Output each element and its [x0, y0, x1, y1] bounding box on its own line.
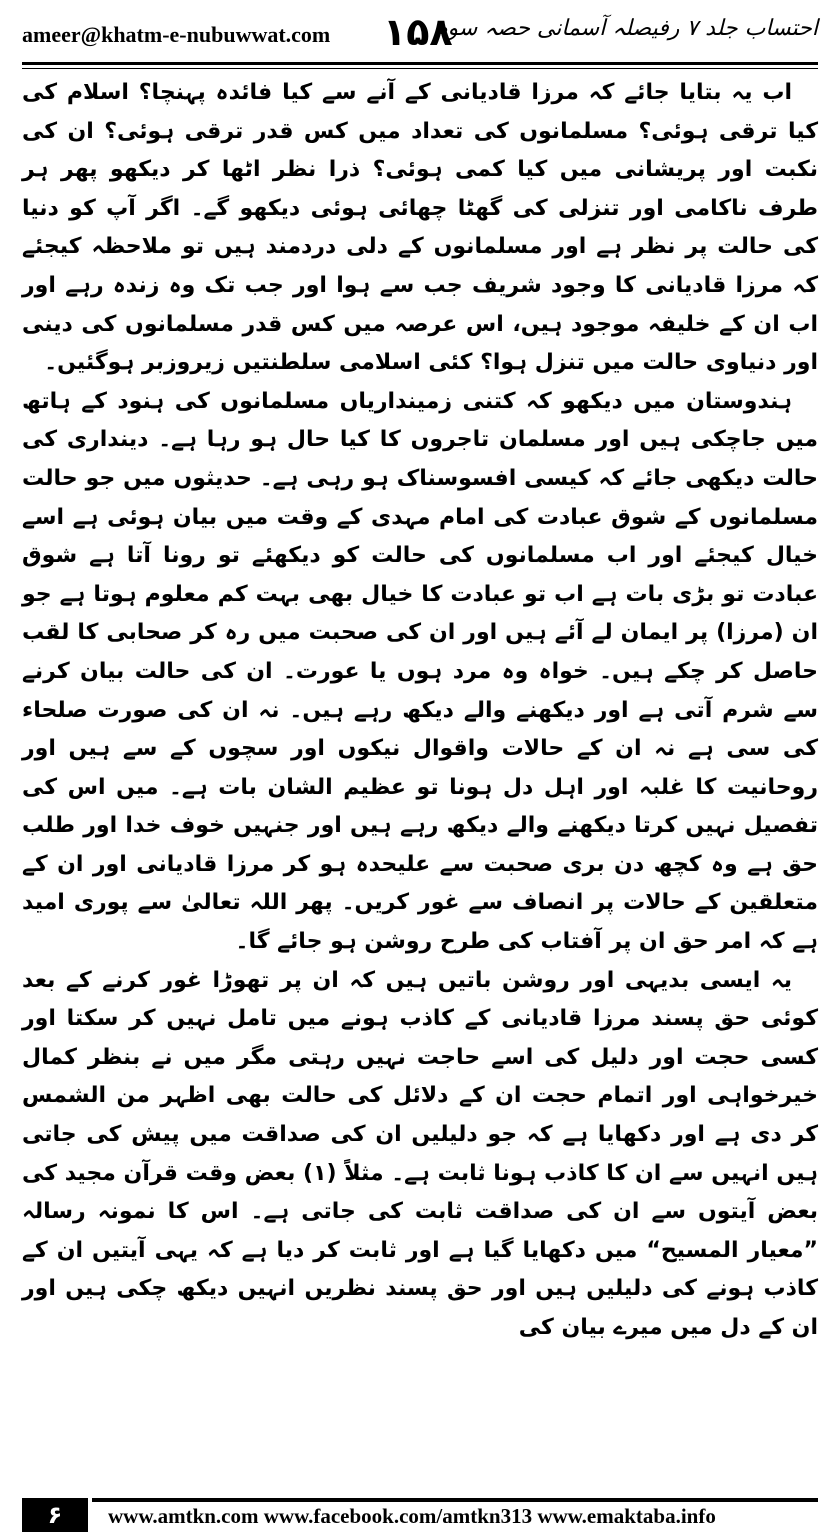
- footer-section-number: ۶: [22, 1498, 88, 1532]
- header-rule-thin: [22, 68, 818, 69]
- footer-links: www.amtkn.com www.facebook.com/amtkn313 www.emaktaba.info: [108, 1504, 716, 1528]
- paragraph-1: اب یہ بتایا جائے کہ مرزا قادیانی کے آنے سے کیا فائدہ پہنچا؟ اسلام کی کیا ترقی ہوئی؟ مسلمانوں کی تعداد میں کس قدر ترقی ہوئی؟ ان کی نکبت اور پریشانی میں کیا کمی ہوئی؟ ذرا نظر اٹھا کر دیکھو پھر ہر طرف ناکامی اور تنزلی کی گھٹا چھائی ہوئی دیکھو گے۔ اگر آپ کو دنیا کی حالت پر نظر ہے اور مسلمانوں کے دلی دردمند ہیں تو ملاحظہ کیجئے کہ مرزا قادیانی کا وجود شریف جب سے ہوا اور جب تک وہ زندہ رہے اور اب ان کے خلیفہ موجود ہیں، اس عرصہ میں کس قدر مسلمانوں کی دینی اور دنیاوی حالت میں تنزل ہوا؟ کئی اسلامی سلطنتیں زیروزبر ہوگئیں۔: [22, 80, 818, 376]
- page-header: [0, 0, 840, 70]
- paragraph-3: یہ ایسی بدیہی اور روشن باتیں ہیں کہ ان پر تھوڑا غور کرنے کے بعد کوئی حق پسند مرزا قادیانی کے کاذب ہونے میں تامل نہیں کر سکتا اور کسی حجت اور دلیل کی اسے حاجت نہیں رہتی مگر میں نے بنظر کمال خیرخواہی اور اتمام حجت ان کے دلائل کی حالت بھی اظہر من الشمس کر دی ہے اور دکھایا ہے کہ جو دلیلیں ان کی صداقت میں پیش کی جاتی ہیں انہیں سے ان کا کاذب ہونا ثابت ہے۔ مثلاً (۱) بعض وقت قرآن مجید کی بعض آیتوں سے ان کی صداقت ثابت کی جاتی ہے۔ اس کا نمونہ رسالہ ”معیار المسیح“ میں دکھایا گیا ہے اور ثابت کر دیا ہے کہ یہی آیتیں ان کے کاذب ہونے کی دلیلیں ہیں اور حق پسند نظریں انہیں دیکھ چکی ہیں اور ان کے دل میں میرے بیان کی: [22, 967, 819, 1340]
- body-text: [22, 74, 818, 1348]
- book-title: احتساب جلد ۷ رفیصلہ آسمانی حصہ سوم: [433, 16, 818, 41]
- paragraph-2: ہندوستان میں دیکھو کہ کتنی زمینداریاں مسلمانوں کی ہنود کے ہاتھ میں جاچکی ہیں اور مسلمان تاجروں کا کیا حال ہو رہا ہے۔ دینداری کی حالت دیکھی جائے کہ کیسی افسوسناک ہو رہی ہے۔ حدیثوں میں جو حالت مسلمانوں کے شوق عبادت کی امام مہدی کے وقت میں بیان ہوئی ہے اسے خیال کیجئے اور اب مسلمانوں کی حالت کو دیکھئے تو رونا آتا ہے شوق عبادت تو بڑی بات ہے اب تو عبادت کا خیال بھی بہت کم معلوم ہوتا ہے جو ان (مرزا) پر ایمان لے آئے ہیں اور ان کی صحبت میں رہ کر صحابی کا لقب حاصل کر چکے ہیں۔ خواہ وہ مرد ہوں یا عورت۔ ان کی حالت بیان کرنے سے شرم آتی ہے اور دیکھنے والے دیکھ رہے ہیں۔ نہ ان کی صورت صلحاء کی سی ہے نہ ان کے حالات واقوال نیکوں اور سچوں کے سے ہیں اور روحانیت کا غلبہ اور اہل دل ہونا تو عظیم الشان بات ہے۔ میں اس کی تفصیل نہیں کرتا دیکھنے والے دیکھ رہے ہیں اور جنہیں خوف خدا اور طلب حق ہے وہ کچھ دن بری صحبت سے علیحدہ ہو کر مرزا قادیانی اور ان کے متعلقین کے حالات پر انصاف سے غور کریں۔ پھر اللہ تعالیٰ سے پوری امید ہے کہ امر حق ان پر آفتاب کی طرح روشن ہو جائے گا۔: [22, 388, 818, 955]
- page-number: ۱۵۸: [383, 10, 453, 54]
- header-rule-thick: [22, 62, 818, 65]
- page-footer: [0, 1492, 840, 1540]
- footer-rule: [92, 1498, 818, 1502]
- header-email: ameer@khatm-e-nubuwwat.com: [22, 22, 331, 47]
